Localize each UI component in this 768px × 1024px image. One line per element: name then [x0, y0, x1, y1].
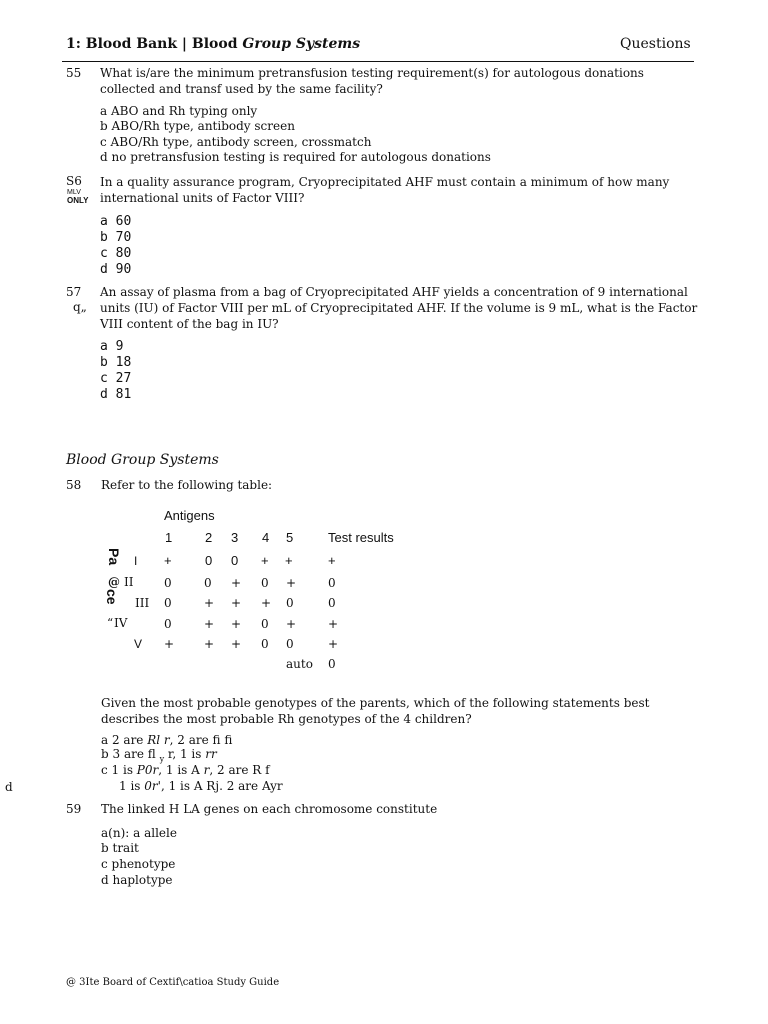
table-row-label-5: V: [134, 637, 143, 651]
table-row-label-2: II: [124, 575, 134, 589]
table-col-1: 1: [165, 530, 173, 545]
option-56-c: c 80: [100, 246, 132, 261]
option-55-c: c ABO/Rh type, antibody screen, crossmatch: [100, 135, 372, 149]
question-number-59: 59: [66, 802, 82, 816]
table-cell: +: [231, 576, 242, 590]
question-58-intro: Refer to the following table:: [101, 478, 273, 492]
table-col-2: 2: [205, 530, 213, 545]
table-col-5: 5: [286, 530, 294, 545]
table-cell: 0: [204, 576, 212, 590]
section-title: Blood Group Systems: [66, 452, 219, 468]
option-58-d-letter: d: [5, 780, 13, 794]
option-59-a: a(n): a allele: [101, 826, 177, 840]
question-56-tag-mlv: MLV: [67, 189, 81, 196]
option-59-d: d haplotype: [101, 873, 173, 887]
question-58-stem-line2: describes the most probable Rh genotypes of the 4 children?: [101, 712, 472, 726]
question-56-stem-line1: In a quality assurance program, Cryoprecipitated AHF must contain a minimum of how many: [100, 175, 670, 189]
question-56-tag-only: ONLY: [67, 196, 89, 205]
table-row-label-1: I: [134, 554, 138, 568]
table-cell: 0: [286, 637, 294, 651]
option-57-b: b 18: [100, 355, 132, 370]
table-row-label-3: III: [135, 596, 150, 610]
question-55-stem-line1: What is/are the minimum pretransfusion testing requirement(s) for autologous donations: [100, 66, 644, 80]
table-cell: +: [286, 576, 297, 590]
question-57-stem-line1: An assay of plasma from a bag of Cryoprecipitated AHF yields a concentration of 9 international: [100, 285, 688, 299]
question-57-stem-line3: VIII content of the bag in IU?: [100, 317, 279, 331]
table-cell: +: [164, 553, 172, 568]
option-56-a: a 60: [100, 214, 132, 229]
table-cell: +: [204, 617, 215, 631]
question-57-stem-line2: units (IU) of Factor VIII per mL of Cryoprecipitated AHF. If the volume is 9 mL, what is the Factor: [100, 301, 698, 315]
option-58-a: a 2 are Rl r, 2 are fi fi: [101, 733, 233, 747]
table-cell: 0: [231, 553, 239, 568]
table-side-label-ce: ce: [104, 589, 120, 605]
table-test-results-label: Test results: [328, 530, 394, 545]
table-side-label-at: @: [108, 575, 120, 589]
option-56-b: b 70: [100, 230, 132, 245]
header-rule: [62, 61, 694, 62]
table-col-3: 3: [231, 530, 239, 545]
table-cell: 0: [164, 596, 172, 610]
table-cell: +: [261, 553, 269, 568]
question-number-57: 57: [66, 285, 82, 299]
footer-text: @ 3Ite Board of Cextif\catioa Study Guide: [66, 977, 280, 988]
option-58-d: 1 is 0r', 1 is A Rj. 2 are Ayr: [119, 779, 283, 793]
table-auto-label: auto: [286, 657, 313, 671]
question-56-stem-line2: international units of Factor VIII?: [100, 191, 305, 205]
option-58-b: b 3 are fl $_y$ r, 1 is rr: [101, 747, 217, 764]
table-cell: 0: [205, 553, 213, 568]
table-cell: +: [285, 553, 293, 568]
table-antigens-label: Antigens: [164, 508, 215, 523]
table-cell: +: [261, 596, 272, 610]
table-cell: +: [231, 617, 242, 631]
option-57-a: a 9: [100, 339, 124, 354]
table-result: +: [328, 617, 339, 631]
question-59-stem: The linked H LA genes on each chromosome constitute: [101, 802, 438, 816]
option-55-a: a ABO and Rh typing only: [100, 104, 258, 118]
table-cell: +: [164, 637, 175, 651]
table-result: 0: [328, 576, 336, 590]
table-result: +: [328, 553, 336, 568]
table-cell: +: [231, 637, 242, 651]
table-side-label-quote: “: [107, 616, 114, 630]
table-cell: 0: [286, 596, 294, 610]
option-59-c: c phenotype: [101, 857, 176, 871]
option-59-b: b trait: [101, 841, 139, 855]
table-cell: +: [204, 596, 215, 610]
question-57-side-mark: q„: [73, 300, 87, 314]
table-result: +: [328, 637, 339, 651]
table-result: 0: [328, 596, 336, 610]
question-number-56: S6: [66, 174, 82, 188]
table-col-4: 4: [262, 530, 270, 545]
option-55-b: b ABO/Rh type, antibody screen: [100, 119, 295, 133]
option-55-d: d no pretransfusion testing is required for autologous donations: [100, 150, 491, 164]
table-cell: 0: [261, 576, 269, 590]
question-55-stem-line2: collected and transf used by the same facility?: [100, 82, 383, 96]
option-58-c: c 1 is P0r, 1 is A r, 2 are R f: [101, 763, 270, 777]
table-cell: 0: [164, 576, 172, 590]
table-auto-result: 0: [328, 657, 336, 671]
question-number-58: 58: [66, 478, 82, 492]
option-57-c: c 27: [100, 371, 132, 386]
option-56-d: d 90: [100, 262, 132, 277]
table-cell: 0: [261, 617, 269, 631]
table-cell: +: [204, 637, 215, 651]
question-58-stem-line1: Given the most probable genotypes of the parents, which of the following statements best: [101, 696, 650, 710]
table-cell: 0: [164, 617, 172, 631]
table-cell: +: [286, 617, 297, 631]
table-side-label-pa: Pa: [106, 548, 122, 566]
option-57-d: d 81: [100, 387, 132, 402]
question-number-55: 55: [66, 66, 82, 80]
header-title: 1: Blood Bank | Blood Group Systems: [66, 36, 361, 52]
table-cell: +: [231, 596, 242, 610]
table-row-label-4: IV: [114, 616, 128, 630]
table-cell: 0: [261, 637, 269, 651]
header-section-label: Questions: [620, 36, 691, 52]
